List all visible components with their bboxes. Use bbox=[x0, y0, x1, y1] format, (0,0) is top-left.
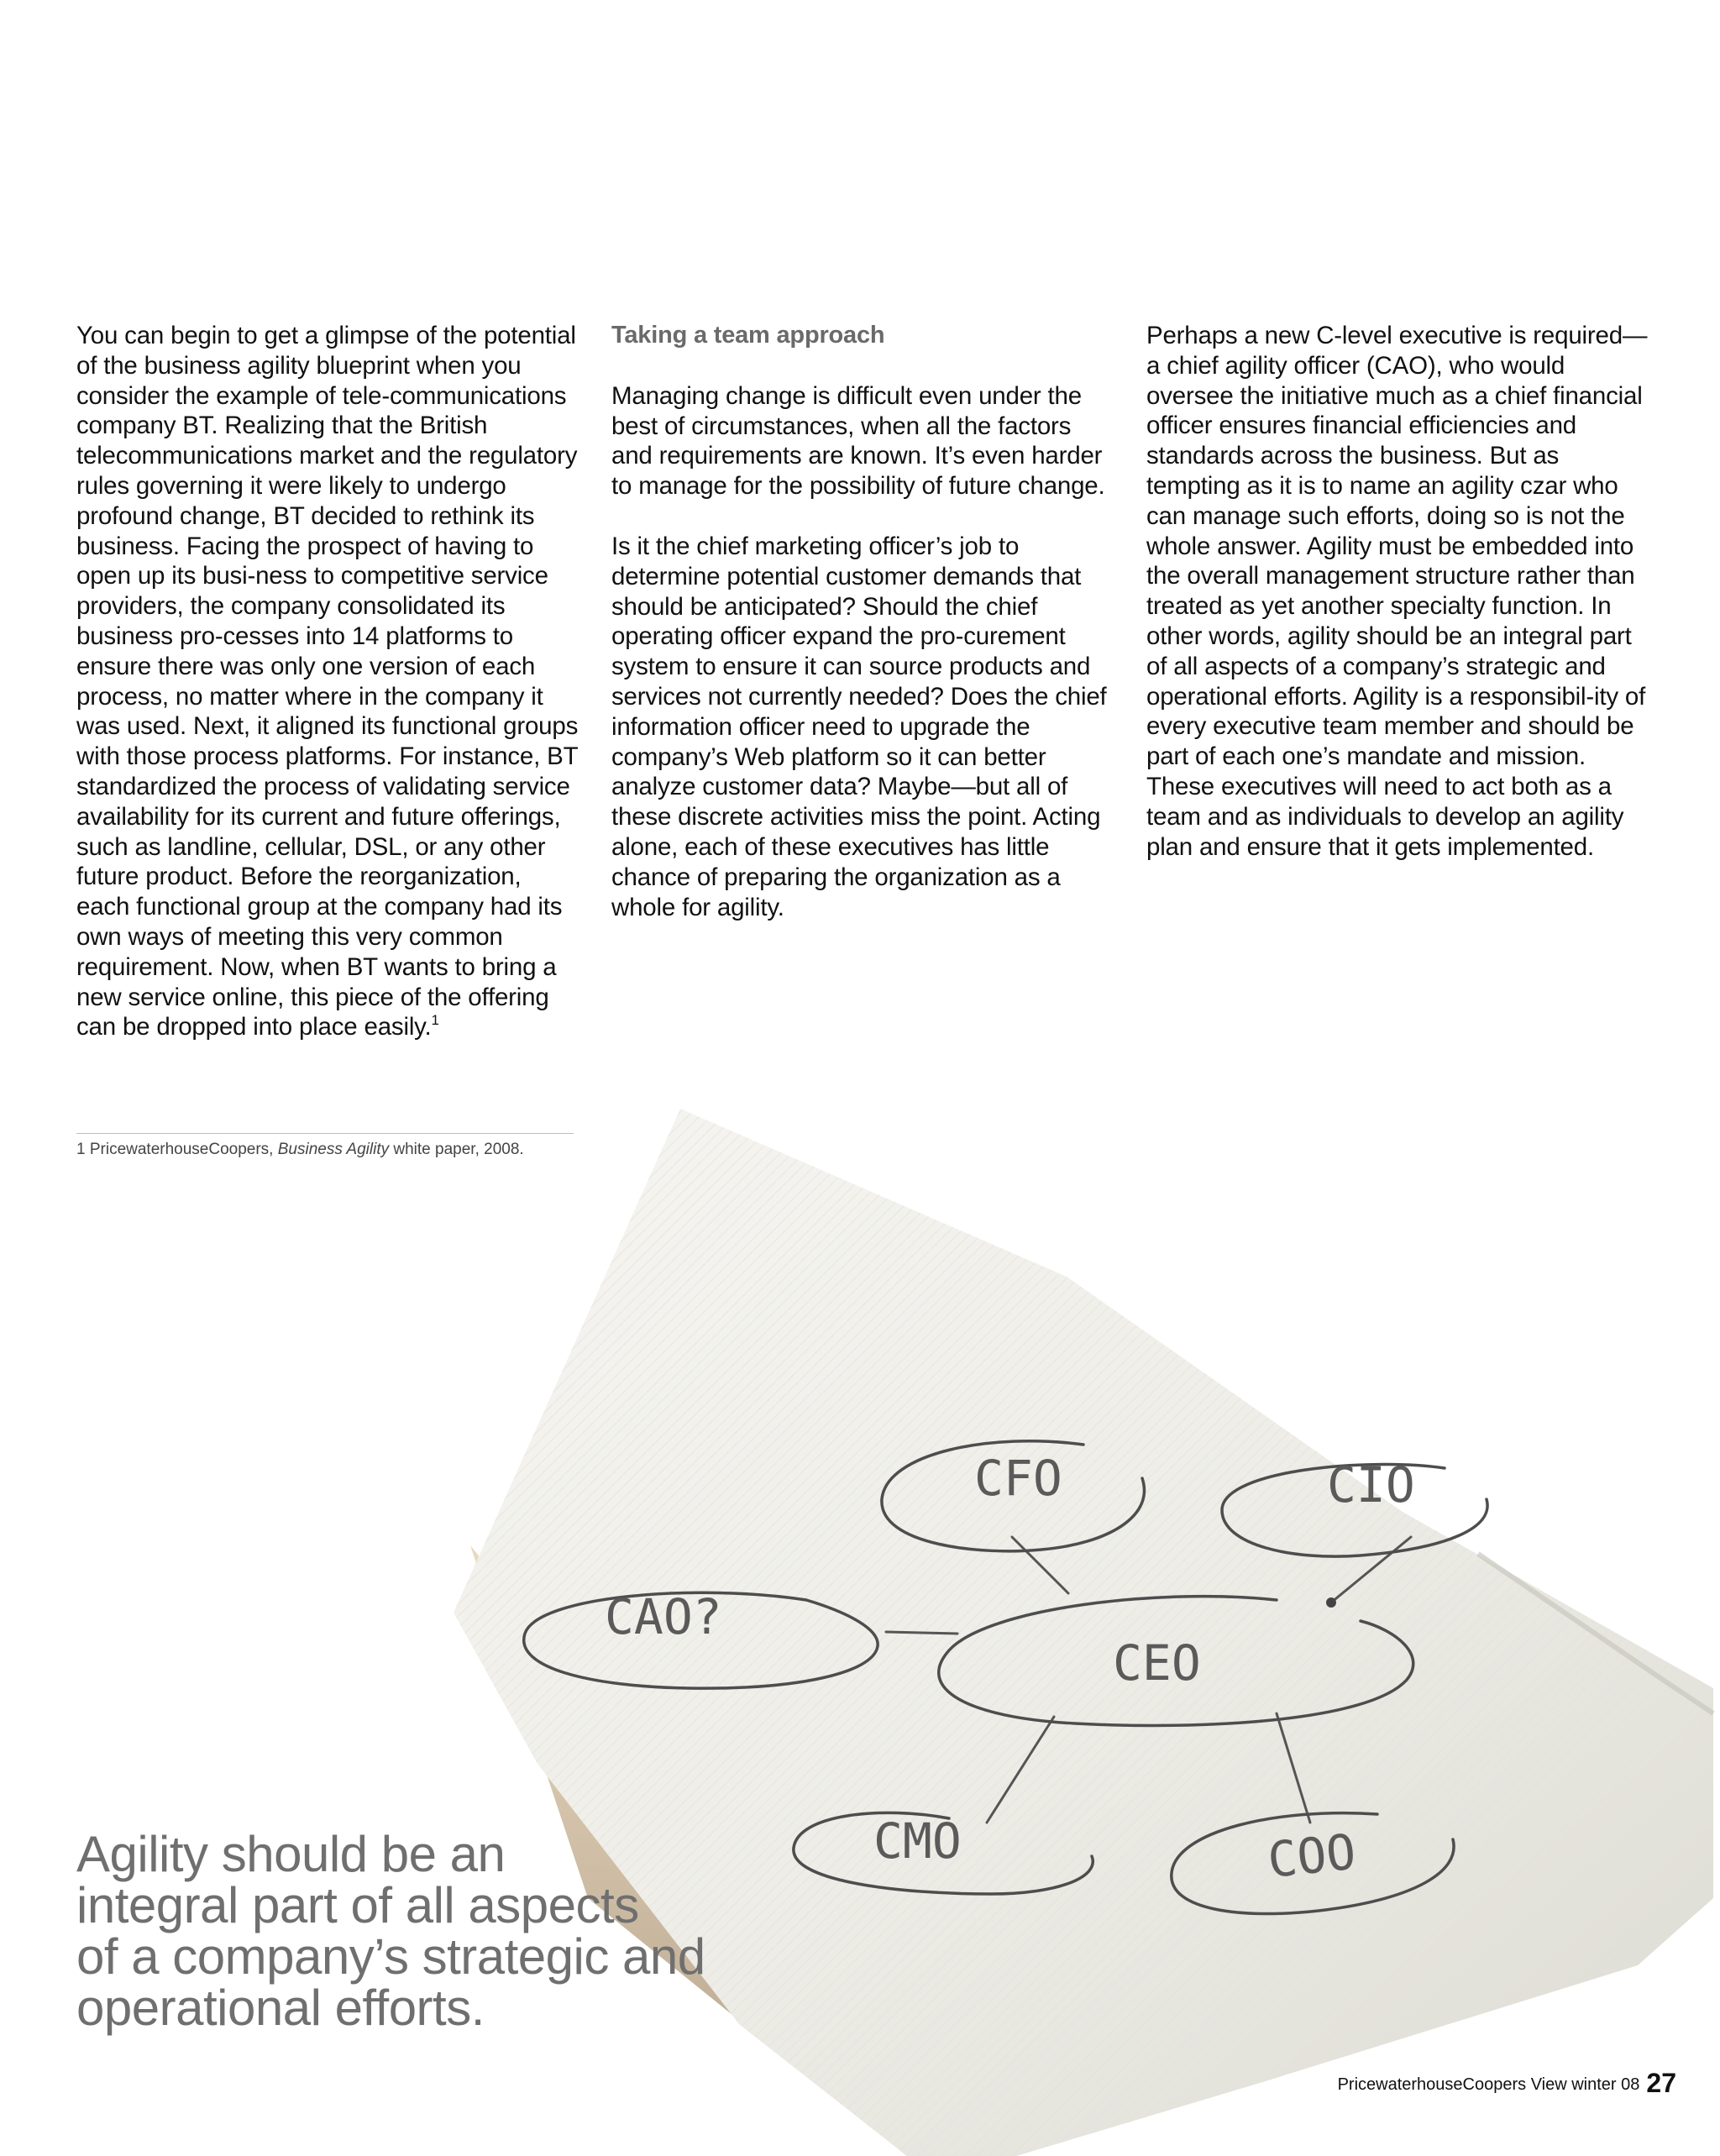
coo-label: COO bbox=[1265, 1823, 1359, 1890]
footnote-suffix: white paper, 2008. bbox=[389, 1141, 524, 1158]
pullquote-line: integral part of all aspects bbox=[76, 1877, 639, 1933]
executive-roles-paragraph: Is it the chief marketing officer’s job to determine potential customer demands that should be anticipated? Should the chief operating officer expand the pro-curement system to ensure it can source products and services not currently needed? Does the chief information officer need to upgrade the company’s Web platform so it can better analyze customer data? Maybe—but all of these discrete activities miss the point. Acting alone, each of these executives has little chance of preparing the organization as a whole for agility. bbox=[611, 532, 1107, 921]
page-footer bbox=[1338, 2068, 1676, 2099]
publication-name: PricewaterhouseCoopers View winter 08 bbox=[1337, 2075, 1640, 2094]
pullquote-line: Agility should be an bbox=[76, 1826, 506, 1882]
footnote-prefix: 1 PricewaterhouseCoopers, bbox=[76, 1141, 278, 1158]
footnote-marker: 1 bbox=[431, 1012, 439, 1029]
footnote-divider bbox=[76, 1133, 574, 1134]
cmo-label: CMO bbox=[873, 1812, 962, 1870]
footnote bbox=[76, 1141, 524, 1159]
cio-label: CIO bbox=[1327, 1456, 1415, 1513]
pullquote bbox=[76, 1826, 832, 2036]
body-column-3 bbox=[1146, 321, 1650, 862]
page-number: 27 bbox=[1646, 2068, 1676, 2098]
ceo-label: CEO bbox=[1113, 1634, 1201, 1692]
body-column-1 bbox=[76, 321, 580, 1042]
pullquote-line: of a company’s strategic and bbox=[76, 1928, 705, 1985]
bt-example-paragraph bbox=[76, 321, 580, 1042]
cao-paragraph: Perhaps a new C-level executive is required—a chief agility officer (CAO), who would oversee the initiative much as a chief financial officer ensures financial efficiencies and standards across the business. But as tempting as it is to name an agility czar who can manage such efforts, doing so is not the whole answer. Agility must be embedded into the overall management structure rather than treated as yet another specialty function. In other words, agility should be an integral part of all aspects of a company’s strategic and operational efforts. Agility is a responsibil-ity of every executive team member and should be part of each one’s mandate and mission. These executives will need to act both as a team and as individuals to develop an agility plan and ensure that it gets implemented. bbox=[1146, 322, 1648, 861]
managing-change-paragraph: Managing change is difficult even under the best of circumstances, when all the factors and requirements are known. It’s even harder to manage for the possibility of future change. bbox=[611, 381, 1105, 501]
cao-label: CAO? bbox=[605, 1588, 722, 1645]
cfo-label: CFO bbox=[974, 1450, 1062, 1507]
pullquote-line: operational efforts. bbox=[76, 1980, 485, 2036]
bt-example-text: You can begin to get a glimpse of the potential of the business agility blueprint when you consider the example of tele-communications company BT. Realizing that the British telecommunications market and the regulatory rules governing it were likely to undergo profound change, BT decided to rethink its business. Facing the prospect of having to open up its busi-ness to competitive service providers, the company consolidated its business pro-cesses into 14 platforms to ensure there was only one version of each process, no matter where in the company it was used. Next, it aligned its functional groups with those process platforms. For instance, BT standardized the process of validating service availability for its current and future offerings, such as landline, cellular, DSL, or any other future product. Before the reorganization, each functional group at the company had its own ways of meeting this very common requirement. Now, when BT wants to bring a new service online, this piece of the offering can be dropped into place easily. bbox=[76, 322, 579, 1041]
footnote-title: Business Agility bbox=[277, 1141, 390, 1158]
section-subhead: Taking a team approach bbox=[611, 322, 885, 349]
body-column-2 bbox=[611, 321, 1115, 922]
